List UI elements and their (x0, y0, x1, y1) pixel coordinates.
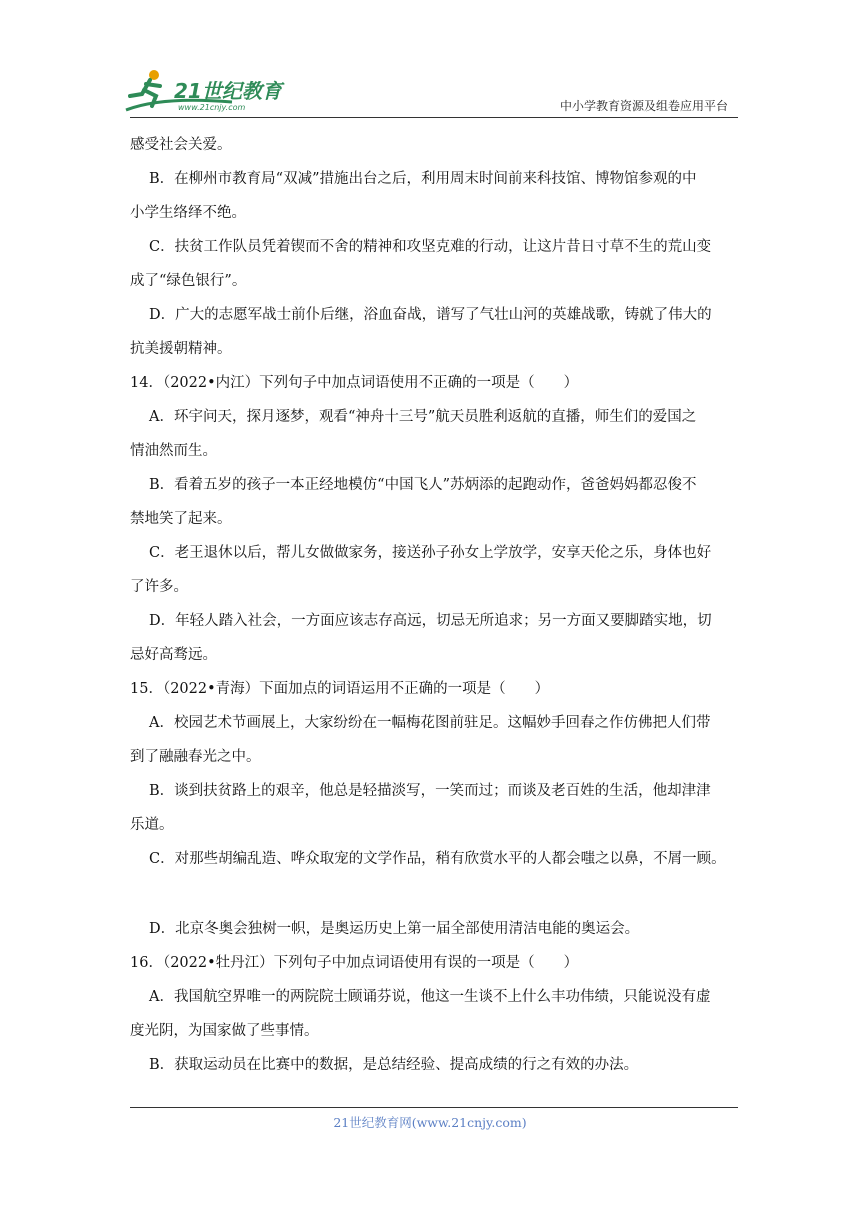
option-a: A．环宇问天，探月逐梦，观看“神舟十三号”航天员胜利返航的直播，师生们的爱国之 (149, 409, 697, 425)
question-16: 16．（2022•牡丹江）下列句子中加点词语使用有误的一项是（ ） (130, 955, 579, 971)
text-line: 乐道。 (130, 817, 174, 833)
option-c: C．老王退休以后，帮儿女做做家务，接送孙子孙女上学放学，安享天伦之乐，身体也好 (149, 545, 712, 561)
option-c: C．扶贫工作队员凭着锲而不舍的精神和攻坚克难的行动，让这片昔日寸草不生的荒山变 (149, 239, 712, 255)
text-line: 禁地笑了起来。 (130, 511, 232, 527)
option-b: B．获取运动员在比赛中的数据，是总结经验、提高成绩的行之有效的办法。 (149, 1057, 639, 1073)
option-d: D．北京冬奥会独树一帜，是奥运历史上第一届全部使用清洁电能的奥运会。 (149, 921, 640, 937)
question-14: 14．（2022•内江）下列句子中加点词语使用不正确的一项是（ ） (130, 375, 579, 391)
option-b: B．看着五岁的孩子一本正经地模仿“中国飞人”苏炳添的起跑动作，爸爸妈妈都忍俊不 (149, 477, 697, 493)
option-d: D．年轻人踏入社会，一方面应该志存高远，切忌无所追求；另一方面又要脚踏实地，切 (149, 613, 712, 629)
option-b: B．谈到扶贫路上的艰辛，他总是轻描淡写，一笑而过；而谈及老百姓的生活，他却津津 (149, 783, 711, 799)
text-line: 度光阴，为国家做了些事情。 (130, 1023, 319, 1039)
header-platform-text: 中小学教育资源及组卷应用平台 (559, 99, 728, 113)
option-b: B．在柳州市教育局“双减”措施出台之后，利用周末时间前来科技馆、博物馆参观的中 (149, 171, 697, 187)
text-line: 情油然而生。 (130, 443, 217, 459)
text-line: 抗美援朝精神。 (130, 341, 232, 357)
text-line: 成了“绿色银行”。 (130, 273, 247, 289)
runner-body (130, 80, 160, 106)
option-c: C．对那些胡编乱造、哗众取宠的文学作品，稍有欣赏水平的人都会嗤之以鼻，不屑一顾。 (149, 851, 726, 867)
header-divider (130, 117, 738, 118)
logo (122, 66, 292, 116)
option-a: A．我国航空界唯一的两院院士顾诵芬说，他这一生谈不上什么丰功伟绩，只能说没有虚 (149, 989, 711, 1005)
text-line: 了许多。 (130, 579, 188, 595)
question-15: 15．（2022•青海）下面加点的词语运用不正确的一项是（ ） (130, 681, 550, 697)
logo-url: www.21cnjy.com (178, 103, 246, 112)
text-line: 到了融融春光之中。 (130, 749, 261, 765)
logo-text: 21世纪教育 (174, 79, 282, 103)
page-header (0, 0, 860, 120)
spacer (130, 876, 740, 912)
text-line: 感受社会关爱。 (130, 137, 232, 153)
option-a: A．校园艺术节画展上，大家纷纷在一幅梅花图前驻足。这幅妙手回春之作仿佛把人们带 (149, 715, 711, 731)
text-line: 小学生络绎不绝。 (130, 205, 246, 221)
footer-link[interactable]: 21世纪教育网(www.21cnjy.com) (333, 1115, 527, 1130)
document-body (130, 128, 740, 1082)
text-line: 忌好高骛远。 (130, 647, 217, 663)
footer-divider (130, 1107, 738, 1108)
option-d: D．广大的志愿军战士前仆后继，浴血奋战，谱写了气壮山河的英雄战歌，铸就了伟大的 (149, 307, 712, 323)
